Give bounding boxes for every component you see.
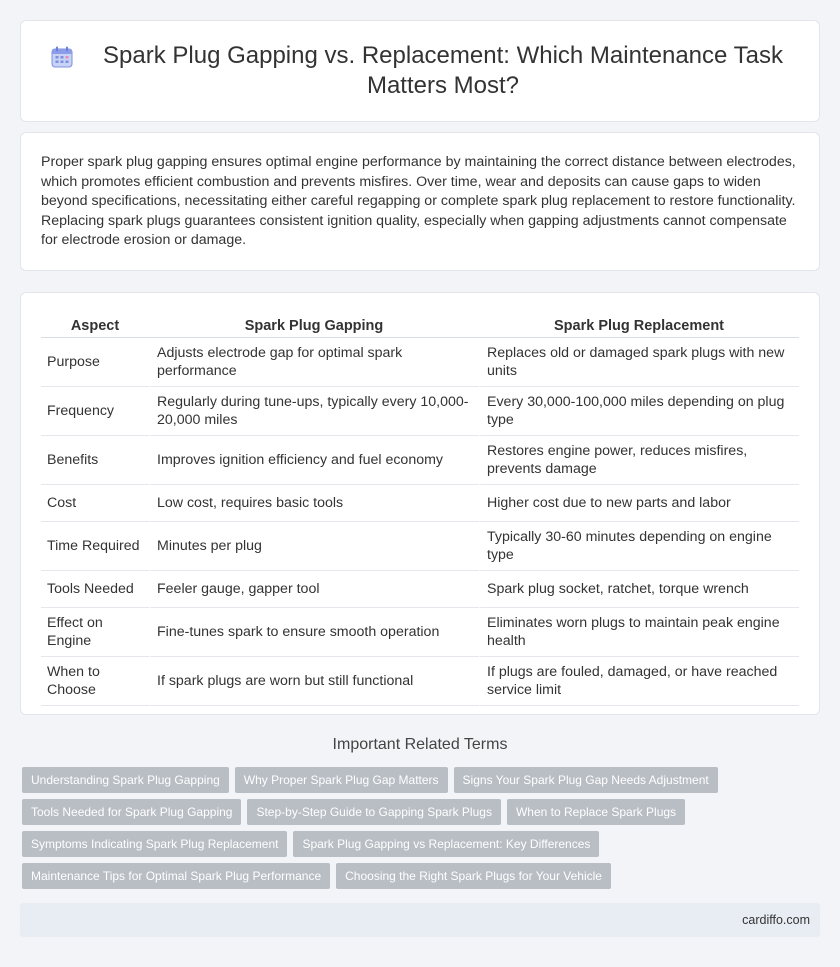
tag-row bbox=[22, 799, 822, 825]
related-terms-title: Important Related Terms bbox=[332, 736, 508, 753]
related-terms-tags bbox=[22, 767, 822, 895]
table-cell-replacement: Eliminates worn plugs to maintain peak engine health bbox=[479, 608, 799, 657]
table-cell-gapping: If spark plugs are worn but still functional bbox=[149, 657, 479, 706]
related-term-tag[interactable]: Signs Your Spark Plug Gap Needs Adjustment bbox=[454, 767, 718, 793]
table-cell-aspect: Effect on Engine bbox=[41, 608, 149, 657]
table-cell-aspect: Time Required bbox=[41, 522, 149, 571]
related-term-tag[interactable]: Understanding Spark Plug Gapping bbox=[22, 767, 229, 793]
table-cell-aspect: Purpose bbox=[41, 338, 149, 387]
intro-paragraph: Proper spark plug gapping ensures optimal engine performance by maintaining the correct distance between electrodes, which promotes efficient combustion and prevents misfires. Over time, wear and deposits can cause gaps to widen beyond specifications, necessitating either careful regapping or complete spark plug replacement to restore functionality. Replacing spark plugs guarantees consistent ignition quality, especially when gapping adjustments cannot compensate for electrode erosion or damage. bbox=[41, 154, 796, 249]
header-aspect: Aspect bbox=[41, 309, 149, 338]
related-term-tag[interactable]: Tools Needed for Spark Plug Gapping bbox=[22, 799, 241, 825]
table-row bbox=[41, 657, 799, 706]
table-row bbox=[41, 608, 799, 657]
table-cell-gapping: Feeler gauge, gapper tool bbox=[149, 571, 479, 608]
table-cell-replacement: Every 30,000-100,000 miles depending on plug type bbox=[479, 387, 799, 436]
table-cell-replacement: Replaces old or damaged spark plugs with new units bbox=[479, 338, 799, 387]
table-row bbox=[41, 485, 799, 522]
header-card bbox=[20, 20, 820, 122]
footer bbox=[20, 903, 820, 937]
related-term-tag[interactable]: Why Proper Spark Plug Gap Matters bbox=[235, 767, 448, 793]
header-gapping: Spark Plug Gapping bbox=[149, 309, 479, 338]
table-cell-replacement: Typically 30-60 minutes depending on engine type bbox=[479, 522, 799, 571]
table-cell-replacement: Restores engine power, reduces misfires, prevents damage bbox=[479, 436, 799, 485]
table-cell-gapping: Improves ignition efficiency and fuel economy bbox=[149, 436, 479, 485]
table-row bbox=[41, 571, 799, 608]
title-wrap bbox=[50, 41, 790, 101]
tag-row bbox=[22, 767, 822, 793]
table-row bbox=[41, 522, 799, 571]
tag-row bbox=[22, 831, 822, 857]
header-replacement: Spark Plug Replacement bbox=[479, 309, 799, 338]
table-cell-replacement: Higher cost due to new parts and labor bbox=[479, 485, 799, 522]
intro-card bbox=[20, 132, 820, 271]
table-cell-gapping: Low cost, requires basic tools bbox=[149, 485, 479, 522]
table-row bbox=[41, 387, 799, 436]
tag-row bbox=[22, 863, 822, 889]
related-term-tag[interactable]: Choosing the Right Spark Plugs for Your Vehicle bbox=[336, 863, 611, 889]
table-cell-gapping: Minutes per plug bbox=[149, 522, 479, 571]
table-cell-aspect: Benefits bbox=[41, 436, 149, 485]
calendar-icon bbox=[50, 45, 74, 69]
table-cell-aspect: Frequency bbox=[41, 387, 149, 436]
table-cell-aspect: When to Choose bbox=[41, 657, 149, 706]
related-term-tag[interactable]: Spark Plug Gapping vs Replacement: Key Differences bbox=[293, 831, 599, 857]
table-cell-replacement: Spark plug socket, ratchet, torque wrench bbox=[479, 571, 799, 608]
comparison-table bbox=[41, 309, 799, 706]
related-term-tag[interactable]: Step-by-Step Guide to Gapping Spark Plugs bbox=[247, 799, 500, 825]
table-row bbox=[41, 436, 799, 485]
table-cell-gapping: Adjusts electrode gap for optimal spark performance bbox=[149, 338, 479, 387]
table-header-row bbox=[41, 309, 799, 338]
table-cell-replacement: If plugs are fouled, damaged, or have reached service limit bbox=[479, 657, 799, 706]
related-term-tag[interactable]: When to Replace Spark Plugs bbox=[507, 799, 685, 825]
table-cell-aspect: Cost bbox=[41, 485, 149, 522]
table-row bbox=[41, 338, 799, 387]
table-cell-aspect: Tools Needed bbox=[41, 571, 149, 608]
table-cell-gapping: Regularly during tune-ups, typically every 10,000-20,000 miles bbox=[149, 387, 479, 436]
table-cell-gapping: Fine-tunes spark to ensure smooth operation bbox=[149, 608, 479, 657]
related-term-tag[interactable]: Symptoms Indicating Spark Plug Replacement bbox=[22, 831, 287, 857]
page-title: Spark Plug Gapping vs. Replacement: Which Maintenance Task Matters Most? bbox=[103, 42, 783, 99]
comparison-table-card bbox=[20, 292, 820, 715]
related-term-tag[interactable]: Maintenance Tips for Optimal Spark Plug Performance bbox=[22, 863, 330, 889]
footer-site-link[interactable]: cardiffo.com bbox=[742, 913, 810, 927]
